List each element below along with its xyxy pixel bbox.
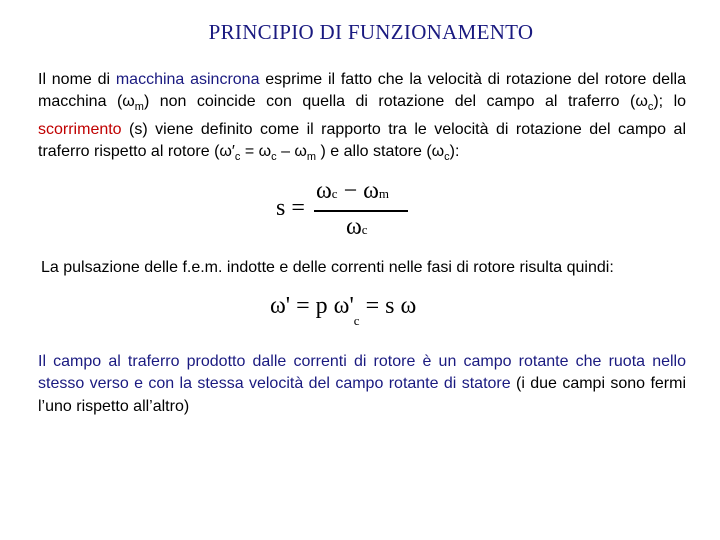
- slide-title: PRINCIPIO DI FUNZIONAMENTO: [208, 20, 534, 44]
- equation-numerator: ωc − ωm: [316, 178, 390, 204]
- term-slip: scorrimento: [38, 120, 122, 138]
- rotor-pulsation-equation: ω' = p $\omega'_c = s$ ω: [270, 293, 417, 328]
- equation-denominator: ωc: [346, 214, 368, 240]
- paragraph-rotating-field: Il campo al traferro prodotto dalle correnti di rotore è un campo rotante che ruota nello stesso verso e con la stessa velocità del campo rotante di statore (i due campi sono fermi l’uno rispetto all’altro): [38, 353, 686, 415]
- slip-equation: [276, 178, 416, 248]
- equation-lhs: s =: [276, 195, 305, 221]
- fraction-bar: [314, 210, 408, 212]
- term-asynchronous-machine: macchina asincrona: [115, 71, 260, 88]
- paragraph-rotor-pulsation: La pulsazione delle f.e.m. indotte e delle correnti nelle fasi di rotore risulta quindi:: [41, 259, 614, 276]
- paragraph-definition: Il nome di macchina asincrona esprime il fatto che la velocità di rotazione del rotore della macchina $(\omega_m)$ non coincide con quella di rotazione del campo al traferro $(\omega_c)$; lo scorrimento (s) viene definito come il rapporto tra le velocità di rotazione del campo al traferro rispetto al rotore ($\omega'_c = \omega_c - \omega_m$ ) e allo statore $(\omega_c)$:: [38, 71, 687, 164]
